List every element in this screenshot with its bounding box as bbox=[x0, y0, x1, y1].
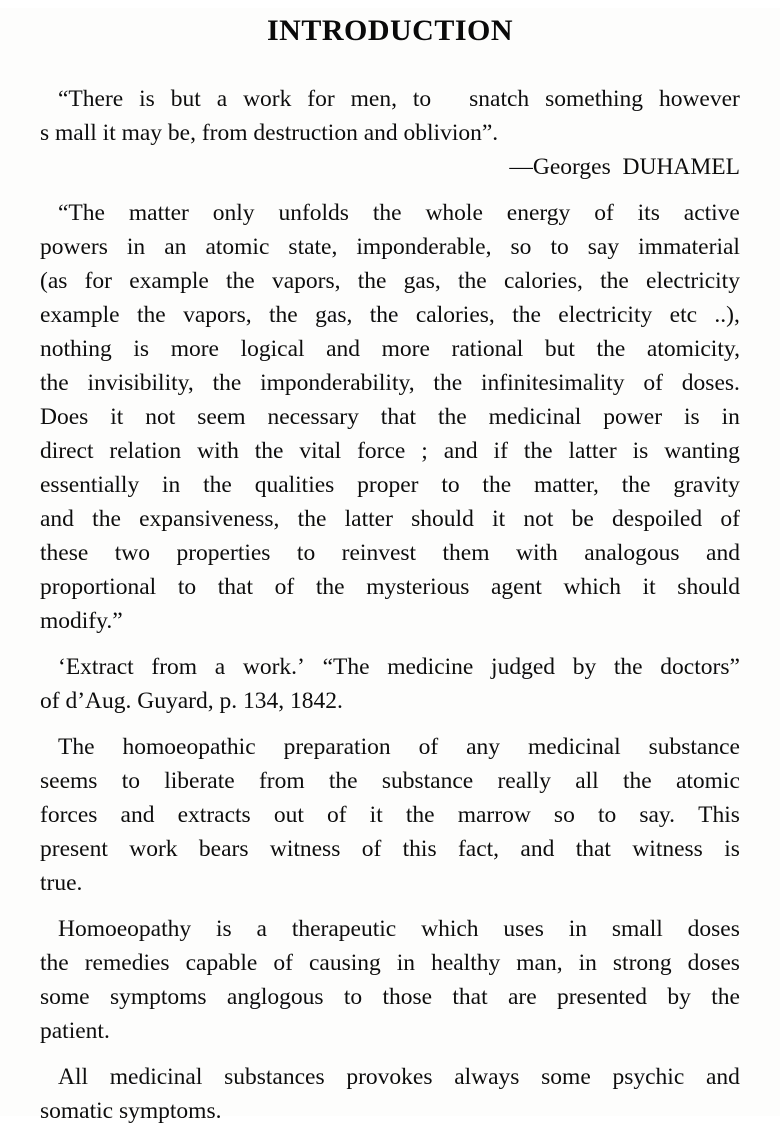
word: the bbox=[328, 768, 358, 794]
word: with bbox=[197, 438, 239, 464]
word: Homoeopathy bbox=[58, 916, 192, 942]
word: only bbox=[212, 200, 255, 226]
word: essentially bbox=[40, 472, 140, 498]
word: this bbox=[402, 836, 437, 862]
text-line bbox=[40, 650, 740, 684]
word: so bbox=[553, 802, 575, 828]
word: The bbox=[58, 734, 95, 760]
word: from bbox=[258, 768, 305, 794]
text-line bbox=[40, 298, 740, 332]
word: the bbox=[711, 984, 740, 1010]
word: of bbox=[594, 200, 614, 226]
word: gravity bbox=[673, 472, 740, 498]
word: any bbox=[466, 734, 501, 760]
word: qualities bbox=[254, 472, 335, 498]
word: a bbox=[214, 654, 226, 680]
word: the bbox=[212, 370, 242, 396]
word: calories, bbox=[415, 302, 495, 328]
word: in bbox=[721, 404, 740, 430]
paragraph-epigraph-duhamel bbox=[40, 82, 740, 184]
word: atomic bbox=[205, 234, 270, 260]
word: healthy bbox=[431, 950, 501, 976]
word: the bbox=[297, 506, 327, 532]
word: doses bbox=[687, 950, 740, 976]
text-line bbox=[40, 912, 740, 946]
word: of bbox=[361, 836, 382, 862]
text-line bbox=[40, 468, 740, 502]
word: gas, bbox=[315, 302, 353, 328]
word: the bbox=[482, 472, 512, 498]
word bbox=[447, 82, 453, 116]
word: but bbox=[170, 86, 201, 112]
word: doses bbox=[687, 916, 740, 942]
word: medicinal bbox=[109, 1064, 203, 1090]
text-line bbox=[40, 116, 740, 150]
word: that bbox=[380, 404, 417, 430]
word: substance bbox=[648, 734, 740, 760]
paragraph-para-medicinal-substances bbox=[40, 1060, 740, 1128]
word: two bbox=[114, 540, 151, 566]
text-line bbox=[40, 570, 740, 604]
word: All bbox=[58, 1064, 89, 1090]
word: proportional bbox=[40, 574, 157, 600]
word: the bbox=[226, 268, 255, 294]
word: so bbox=[510, 234, 532, 260]
word: gas, bbox=[403, 268, 441, 294]
text-line bbox=[40, 264, 740, 298]
word: invisibility, bbox=[87, 370, 194, 396]
word: medicine bbox=[387, 654, 474, 680]
word: of bbox=[326, 802, 347, 828]
word: and bbox=[706, 540, 740, 566]
word: and bbox=[120, 802, 155, 828]
word: state, bbox=[288, 234, 338, 260]
word: “There bbox=[58, 86, 124, 112]
word: Does bbox=[40, 404, 89, 430]
word: snatch bbox=[469, 86, 530, 112]
word: by bbox=[667, 984, 691, 1010]
document-body bbox=[40, 82, 740, 1128]
word: electricity bbox=[558, 302, 653, 328]
word: and bbox=[443, 438, 478, 464]
word: matter bbox=[128, 200, 189, 226]
word: causing bbox=[308, 950, 381, 976]
word: more bbox=[381, 336, 430, 362]
text-line bbox=[40, 980, 740, 1014]
text-line bbox=[40, 150, 740, 184]
word-run: patient. bbox=[40, 1018, 110, 1044]
word: in bbox=[578, 950, 597, 976]
word: homoeopathic bbox=[122, 734, 256, 760]
text-line bbox=[40, 832, 740, 866]
word: to bbox=[412, 86, 432, 112]
word: substances bbox=[224, 1064, 325, 1090]
word: (as bbox=[40, 268, 68, 294]
word: of bbox=[720, 506, 740, 532]
word: the bbox=[92, 506, 121, 532]
word: rational bbox=[451, 336, 524, 362]
word: strong bbox=[612, 950, 672, 976]
word: should bbox=[411, 506, 474, 532]
word: to bbox=[121, 768, 140, 794]
word: work bbox=[243, 86, 292, 112]
word: a bbox=[216, 86, 228, 112]
word: analogous bbox=[584, 540, 680, 566]
word: to bbox=[550, 234, 569, 260]
word: seems bbox=[40, 768, 98, 794]
word: unfolds bbox=[278, 200, 349, 226]
word: say. bbox=[639, 802, 676, 828]
word: really bbox=[497, 768, 551, 794]
word: of bbox=[274, 574, 295, 600]
word: “The bbox=[322, 654, 370, 680]
document-page bbox=[0, 8, 780, 1124]
word: atomic bbox=[675, 768, 740, 794]
word: necessary bbox=[267, 404, 359, 430]
word: etc bbox=[669, 302, 698, 328]
word: that bbox=[452, 984, 488, 1010]
word: the bbox=[596, 336, 626, 362]
word: force bbox=[357, 438, 406, 464]
word: and bbox=[520, 836, 555, 862]
word: these bbox=[40, 540, 89, 566]
word: wanting bbox=[664, 438, 740, 464]
word: it bbox=[642, 574, 656, 600]
word: extracts bbox=[177, 802, 251, 828]
word: the bbox=[40, 370, 69, 396]
word: the bbox=[372, 200, 402, 226]
word: imponderability, bbox=[260, 370, 415, 396]
word: is bbox=[133, 336, 150, 362]
word: with bbox=[516, 540, 558, 566]
word: infinitesimality bbox=[480, 370, 625, 396]
word: which bbox=[563, 574, 621, 600]
word: and bbox=[705, 1064, 740, 1090]
word: electricity bbox=[646, 268, 740, 294]
word: is bbox=[139, 86, 155, 112]
word: This bbox=[698, 802, 740, 828]
text-line bbox=[40, 730, 740, 764]
word: witness bbox=[269, 836, 341, 862]
word: an bbox=[164, 234, 187, 260]
word-run: modify.” bbox=[40, 608, 123, 634]
word: direct bbox=[40, 438, 94, 464]
word: the bbox=[405, 802, 435, 828]
word: to bbox=[296, 540, 316, 566]
word: the bbox=[40, 950, 69, 976]
word: latter bbox=[344, 506, 393, 532]
word: bears bbox=[198, 836, 249, 862]
text-line bbox=[40, 536, 740, 570]
word: the bbox=[438, 404, 467, 430]
word: vapors, bbox=[271, 268, 341, 294]
word: matter, bbox=[533, 472, 599, 498]
paragraph-para-homoeopathy-definition bbox=[40, 912, 740, 1048]
word: doses. bbox=[681, 370, 740, 396]
text-line bbox=[40, 196, 740, 230]
word: but bbox=[544, 336, 575, 362]
word: in bbox=[162, 472, 181, 498]
word: and bbox=[326, 336, 361, 362]
word: the bbox=[622, 768, 652, 794]
word: marrow bbox=[457, 802, 531, 828]
word: should bbox=[677, 574, 740, 600]
page-title: INTRODUCTION bbox=[266, 14, 514, 47]
word: psychic bbox=[612, 1064, 685, 1090]
word: in bbox=[396, 950, 416, 976]
word: the bbox=[357, 268, 387, 294]
word: seem bbox=[197, 404, 246, 430]
word: vital bbox=[299, 438, 342, 464]
word: of bbox=[643, 370, 663, 396]
text-line bbox=[40, 230, 740, 264]
text-line bbox=[40, 434, 740, 468]
word: some bbox=[541, 1064, 591, 1090]
word: doctors” bbox=[660, 654, 740, 680]
text-line bbox=[40, 1060, 740, 1094]
word: energy bbox=[506, 200, 571, 226]
word: if bbox=[493, 438, 508, 464]
word: imponderable, bbox=[356, 234, 492, 260]
word: liberate bbox=[164, 768, 235, 794]
word: to bbox=[343, 984, 363, 1010]
word: preparation bbox=[283, 734, 391, 760]
word: out bbox=[273, 802, 304, 828]
word: is bbox=[724, 836, 740, 862]
word: those bbox=[382, 984, 433, 1010]
text-line bbox=[40, 1094, 740, 1128]
word: substance bbox=[381, 768, 474, 794]
word: example bbox=[40, 302, 120, 328]
word: is bbox=[632, 438, 649, 464]
word: a bbox=[256, 916, 267, 942]
word: powers bbox=[40, 234, 108, 260]
word: in bbox=[126, 234, 146, 260]
word: and bbox=[40, 506, 74, 532]
word: the bbox=[600, 268, 629, 294]
word: work.’ bbox=[242, 654, 305, 680]
word: therapeutic bbox=[291, 916, 397, 942]
word: ..), bbox=[714, 302, 740, 328]
word: the bbox=[315, 574, 345, 600]
word: that bbox=[217, 574, 253, 600]
word: witness bbox=[632, 836, 703, 862]
word-run: of d’Aug. Guyard, p. 134, 1842. bbox=[40, 688, 343, 714]
word: medicinal bbox=[527, 734, 621, 760]
word: judged bbox=[491, 654, 556, 680]
word: that bbox=[575, 836, 611, 862]
word: be bbox=[571, 506, 594, 532]
word: calories, bbox=[503, 268, 583, 294]
text-line bbox=[40, 604, 740, 638]
word: the bbox=[254, 438, 284, 464]
word: symptoms bbox=[109, 984, 207, 1010]
word: for bbox=[84, 268, 113, 294]
word: provokes bbox=[346, 1064, 433, 1090]
word: small bbox=[611, 916, 663, 942]
word: agent bbox=[490, 574, 542, 600]
word: present bbox=[40, 836, 108, 862]
word: power bbox=[603, 404, 663, 430]
word: is bbox=[216, 916, 232, 942]
word: fact, bbox=[457, 836, 500, 862]
word: the bbox=[621, 472, 651, 498]
word: are bbox=[507, 984, 537, 1010]
word: work bbox=[129, 836, 178, 862]
paragraph-source-citation bbox=[40, 650, 740, 718]
word: always bbox=[454, 1064, 520, 1090]
word: to bbox=[441, 472, 460, 498]
word: “The bbox=[58, 200, 105, 226]
word: mysterious bbox=[366, 574, 470, 600]
word: the bbox=[433, 370, 463, 396]
text-line bbox=[40, 82, 740, 116]
word: reinvest bbox=[341, 540, 417, 566]
word: some bbox=[40, 984, 90, 1010]
text-line bbox=[40, 332, 740, 366]
text-line bbox=[40, 764, 740, 798]
word: to bbox=[177, 574, 197, 600]
word: say bbox=[587, 234, 620, 260]
word: the bbox=[512, 302, 541, 328]
word: anglogous bbox=[226, 984, 324, 1010]
word: the bbox=[458, 268, 487, 294]
word: of bbox=[418, 734, 439, 760]
word: immaterial bbox=[638, 234, 740, 260]
word: not bbox=[523, 506, 554, 532]
word: atomicity, bbox=[646, 336, 740, 362]
word: the bbox=[523, 438, 553, 464]
word: in bbox=[568, 916, 588, 942]
word: man, bbox=[516, 950, 563, 976]
word: men, bbox=[350, 86, 397, 112]
word: whole bbox=[425, 200, 483, 226]
paragraph-quote-matter bbox=[40, 196, 740, 638]
text-line bbox=[40, 684, 740, 718]
word: forces bbox=[40, 802, 98, 828]
word-run: true. bbox=[40, 870, 83, 896]
word: latter bbox=[568, 438, 617, 464]
text-line bbox=[40, 366, 740, 400]
word: its bbox=[637, 200, 660, 226]
word: them bbox=[442, 540, 490, 566]
word: the bbox=[613, 654, 643, 680]
text-line bbox=[40, 400, 740, 434]
word: the bbox=[369, 302, 399, 328]
word: it bbox=[110, 404, 124, 430]
word: not bbox=[145, 404, 176, 430]
text-line bbox=[40, 502, 740, 536]
word: however bbox=[658, 86, 740, 112]
word: example bbox=[129, 268, 209, 294]
word: the bbox=[203, 472, 232, 498]
word: ‘Extract bbox=[58, 654, 134, 680]
word-run: s mall it may be, from destruction and oblivion”. bbox=[40, 120, 499, 146]
word: remedies bbox=[84, 950, 170, 976]
word: medicinal bbox=[488, 404, 582, 430]
word: the bbox=[137, 302, 166, 328]
word: despoiled bbox=[612, 506, 703, 532]
word: ; bbox=[421, 438, 428, 464]
word: uses bbox=[503, 916, 544, 942]
word: it bbox=[492, 506, 506, 532]
word: expansiveness, bbox=[139, 506, 280, 532]
word-run: —Georges DUHAMEL bbox=[509, 154, 740, 180]
word: for bbox=[307, 86, 335, 112]
word-run: somatic symptoms. bbox=[40, 1098, 222, 1124]
word: capable bbox=[185, 950, 258, 976]
word: is bbox=[683, 404, 700, 430]
text-line bbox=[40, 1014, 740, 1048]
word: all bbox=[575, 768, 599, 794]
word: by bbox=[572, 654, 597, 680]
word: presented bbox=[556, 984, 648, 1010]
paragraph-para-preparation bbox=[40, 730, 740, 900]
word: something bbox=[545, 86, 644, 112]
text-line bbox=[40, 798, 740, 832]
word: to bbox=[597, 802, 617, 828]
word: more bbox=[170, 336, 219, 362]
word: logical bbox=[240, 336, 305, 362]
word: relation bbox=[109, 438, 182, 464]
word: active bbox=[683, 200, 740, 226]
word: it bbox=[369, 802, 383, 828]
text-line bbox=[40, 946, 740, 980]
word: properties bbox=[176, 540, 271, 566]
word: nothing bbox=[40, 336, 112, 362]
word: proper bbox=[357, 472, 419, 498]
word: which bbox=[421, 916, 479, 942]
word: of bbox=[273, 950, 293, 976]
word: from bbox=[151, 654, 198, 680]
text-line bbox=[40, 866, 740, 900]
word: the bbox=[269, 302, 298, 328]
word: vapors, bbox=[183, 302, 252, 328]
